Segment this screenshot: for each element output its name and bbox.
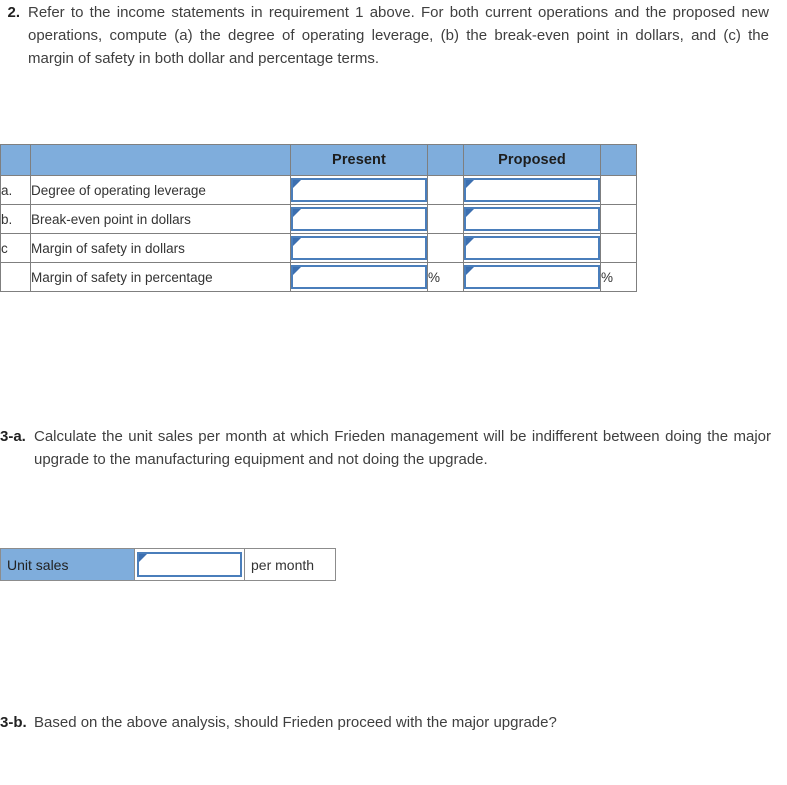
unit-present-percent: % [428, 263, 464, 292]
cell-present-degree-of-operating-leverage [291, 176, 428, 205]
input-present-margin-of-safety-in-dollars[interactable] [291, 236, 427, 260]
input-proposed-margin-of-safety-in-dollars[interactable] [464, 236, 600, 260]
question-3a-text: Calculate the unit sales per month at which Frieden management will be indifferent between doing the major upgrade to the manufacturing equipment and not doing the upgrade. [34, 428, 771, 468]
unit-proposed-degree-of-operating-leverage [601, 176, 637, 205]
row-letter-a: a. [1, 176, 31, 205]
row-letter-c: c [1, 234, 31, 263]
answer-field-marker [291, 265, 427, 289]
row-letter-b: b. [1, 205, 31, 234]
row-label-degree-of-operating-leverage: Degree of operating leverage [31, 176, 291, 205]
answer-field-marker [464, 236, 600, 260]
unit-proposed-margin-of-safety-in-dollars [601, 234, 637, 263]
input-unit-sales[interactable] [137, 552, 242, 577]
input-proposed-degree-of-operating-leverage[interactable] [464, 178, 600, 202]
answer-table [0, 144, 637, 292]
cell-proposed-break-even-point-in-dollars [464, 205, 601, 234]
header-proposed: Proposed [464, 145, 601, 176]
unit-sales-label: Unit sales [1, 549, 135, 581]
header-proposed-unit [601, 145, 637, 176]
cell-present-margin-of-safety-in-dollars [291, 234, 428, 263]
table-row [1, 176, 637, 205]
row-label-margin-of-safety-in-dollars: Margin of safety in dollars [31, 234, 291, 263]
unit-present-margin-of-safety-in-dollars [428, 234, 464, 263]
unit-proposed-percent: % [601, 263, 637, 292]
input-present-break-even-point-in-dollars[interactable] [291, 207, 427, 231]
unit-present-degree-of-operating-leverage [428, 176, 464, 205]
cell-proposed-margin-of-safety-in-dollars [464, 234, 601, 263]
unit-present-break-even-point-in-dollars [428, 205, 464, 234]
answer-field-marker [464, 178, 600, 202]
header-present-unit [428, 145, 464, 176]
question-2-number: 2. [7, 4, 20, 21]
question-2-text: Refer to the income statements in requirement 1 above. For both current operations and the proposed new operations, compute (a) the degree of operating leverage, (b) the break-even point in dollars, and (c) the margin of safety in both dollar and percentage terms. [28, 4, 769, 67]
header-present: Present [291, 145, 428, 176]
answer-field-marker [137, 552, 242, 577]
question-3b-number: 3-b. [0, 714, 27, 731]
answer-field-marker [464, 207, 600, 231]
question-2-block [0, 1, 787, 70]
input-proposed-margin-of-safety-in-percentage[interactable] [464, 265, 600, 289]
row-label-margin-of-safety-in-percentage: Margin of safety in percentage [31, 263, 291, 292]
unit-sales-unit-label: per month [245, 549, 336, 581]
cell-proposed-degree-of-operating-leverage [464, 176, 601, 205]
answer-field-marker [291, 236, 427, 260]
question-3b-block [0, 711, 787, 734]
row-letter-blank [1, 263, 31, 292]
unit-sales-table [0, 548, 336, 581]
cell-present-break-even-point-in-dollars [291, 205, 428, 234]
answer-field-marker [464, 265, 600, 289]
table-header-row [1, 145, 637, 176]
table-row [1, 205, 637, 234]
cell-present-margin-of-safety-in-percentage [291, 263, 428, 292]
question-3b-text: Based on the above analysis, should Frieden proceed with the major upgrade? [34, 714, 557, 731]
table-row [1, 549, 336, 581]
question-3a-number: 3-a. [0, 428, 26, 445]
header-label-blank [31, 145, 291, 176]
table-row [1, 263, 637, 292]
answer-field-marker [291, 207, 427, 231]
cell-proposed-margin-of-safety-in-percentage [464, 263, 601, 292]
input-proposed-break-even-point-in-dollars[interactable] [464, 207, 600, 231]
input-present-degree-of-operating-leverage[interactable] [291, 178, 427, 202]
table-row [1, 234, 637, 263]
question-3a-block [0, 425, 787, 471]
unit-proposed-break-even-point-in-dollars [601, 205, 637, 234]
input-present-margin-of-safety-in-percentage[interactable] [291, 265, 427, 289]
answer-field-marker [291, 178, 427, 202]
cell-unit-sales-value [135, 549, 245, 581]
header-letter-blank [1, 145, 31, 176]
row-label-break-even-point-in-dollars: Break-even point in dollars [31, 205, 291, 234]
